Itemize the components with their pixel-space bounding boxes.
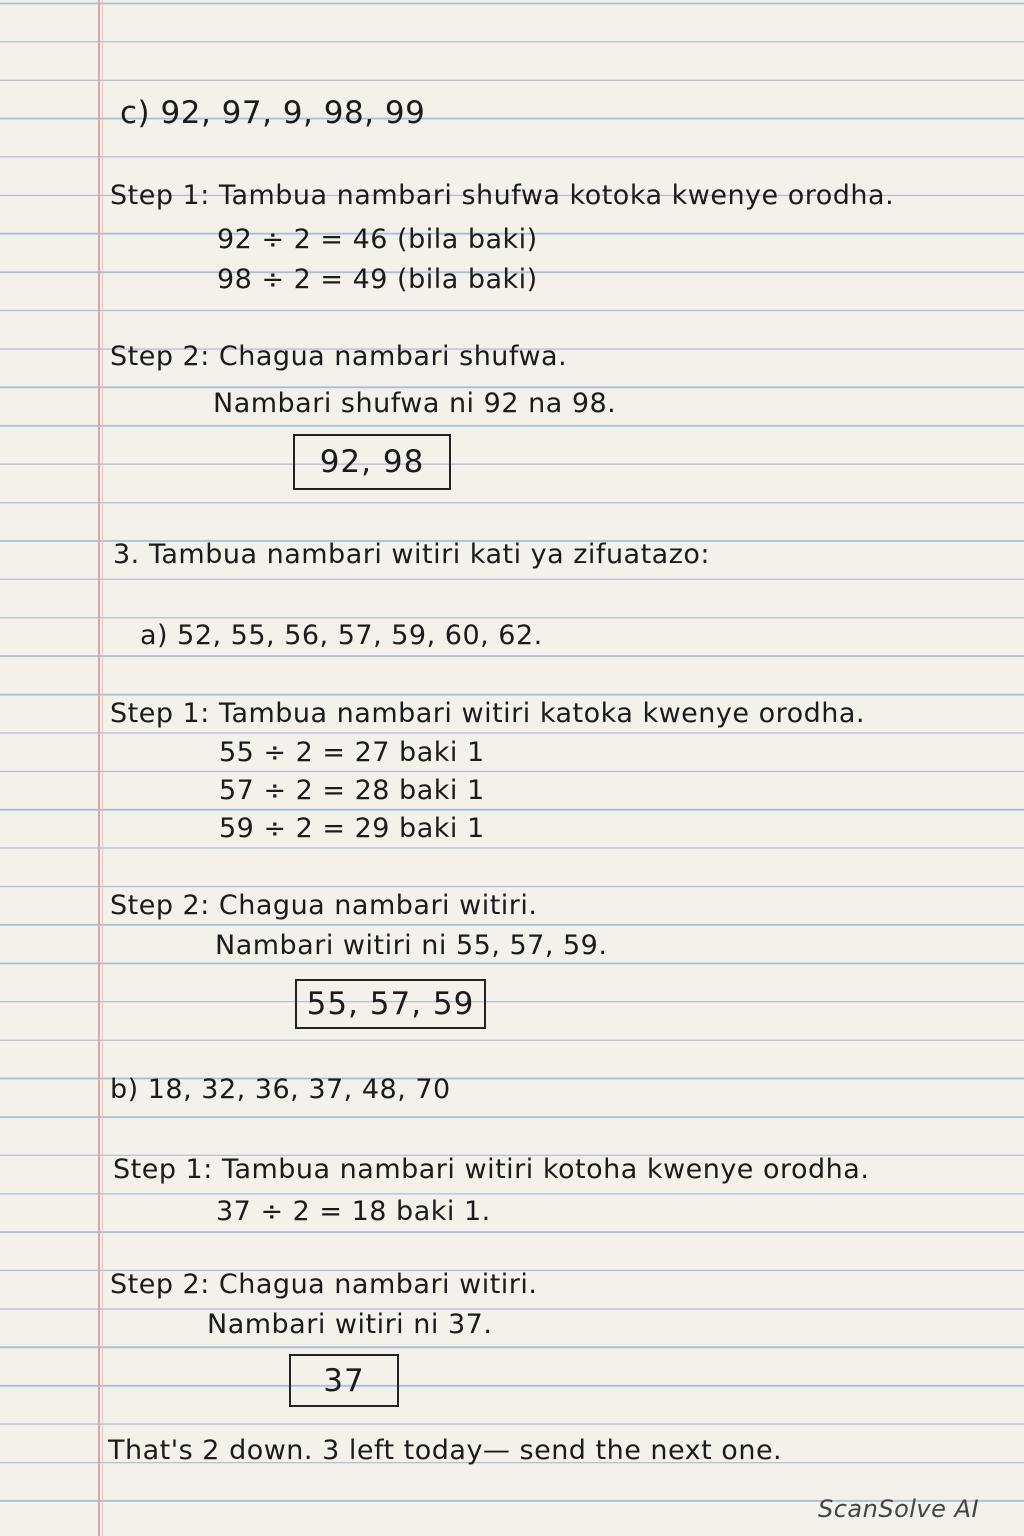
part-c-step1-line-1: 92 ÷ 2 = 46 (bila baki) xyxy=(217,224,538,255)
part-c-heading: c) 92, 97, 9, 98, 99 xyxy=(120,95,426,131)
part-b-step1-line-1: 37 ÷ 2 = 18 baki 1. xyxy=(216,1196,491,1227)
part-a-answer-box: 55, 57, 59 xyxy=(295,979,486,1029)
part-b-step1-title: Step 1: Tambua nambari witiri kotoha kwenye orodha. xyxy=(113,1154,870,1185)
part-a-step1-line-3: 59 ÷ 2 = 29 baki 1 xyxy=(219,813,485,844)
part-c-step2-line: Nambari shufwa ni 92 na 98. xyxy=(213,388,617,419)
part-a-step1-line-2: 57 ÷ 2 = 28 baki 1 xyxy=(219,775,485,806)
margin-line-inner xyxy=(102,0,103,1536)
closing-message: That's 2 down. 3 left today— send the next one. xyxy=(108,1435,783,1466)
part-b-step2-title: Step 2: Chagua nambari witiri. xyxy=(110,1269,538,1300)
part-a-step1-title: Step 1: Tambua nambari witiri katoka kwenye orodha. xyxy=(110,698,865,729)
part-c-step1-title: Step 1: Tambua nambari shufwa kotoka kwenye orodha. xyxy=(110,180,895,211)
part-b-heading: b) 18, 32, 36, 37, 48, 70 xyxy=(110,1074,451,1105)
part-c-step1-line-2: 98 ÷ 2 = 49 (bila baki) xyxy=(217,264,538,295)
part-a-heading: a) 52, 55, 56, 57, 59, 60, 62. xyxy=(140,620,543,651)
part-a-step2-title: Step 2: Chagua nambari witiri. xyxy=(110,890,538,921)
part-b-answer-box: 37 xyxy=(289,1354,399,1407)
part-c-step2-title: Step 2: Chagua nambari shufwa. xyxy=(110,341,568,372)
brand-watermark: ScanSolve AI xyxy=(818,1495,980,1523)
margin-line xyxy=(98,0,100,1536)
part-b-step2-line: Nambari witiri ni 37. xyxy=(207,1309,493,1340)
part-a-step2-line: Nambari witiri ni 55, 57, 59. xyxy=(215,930,608,961)
part-a-step1-line-1: 55 ÷ 2 = 27 baki 1 xyxy=(219,737,485,768)
part-c-answer-box: 92, 98 xyxy=(293,434,451,490)
question-3-heading: 3. Tambua nambari witiri kati ya zifuatazo: xyxy=(113,539,711,570)
